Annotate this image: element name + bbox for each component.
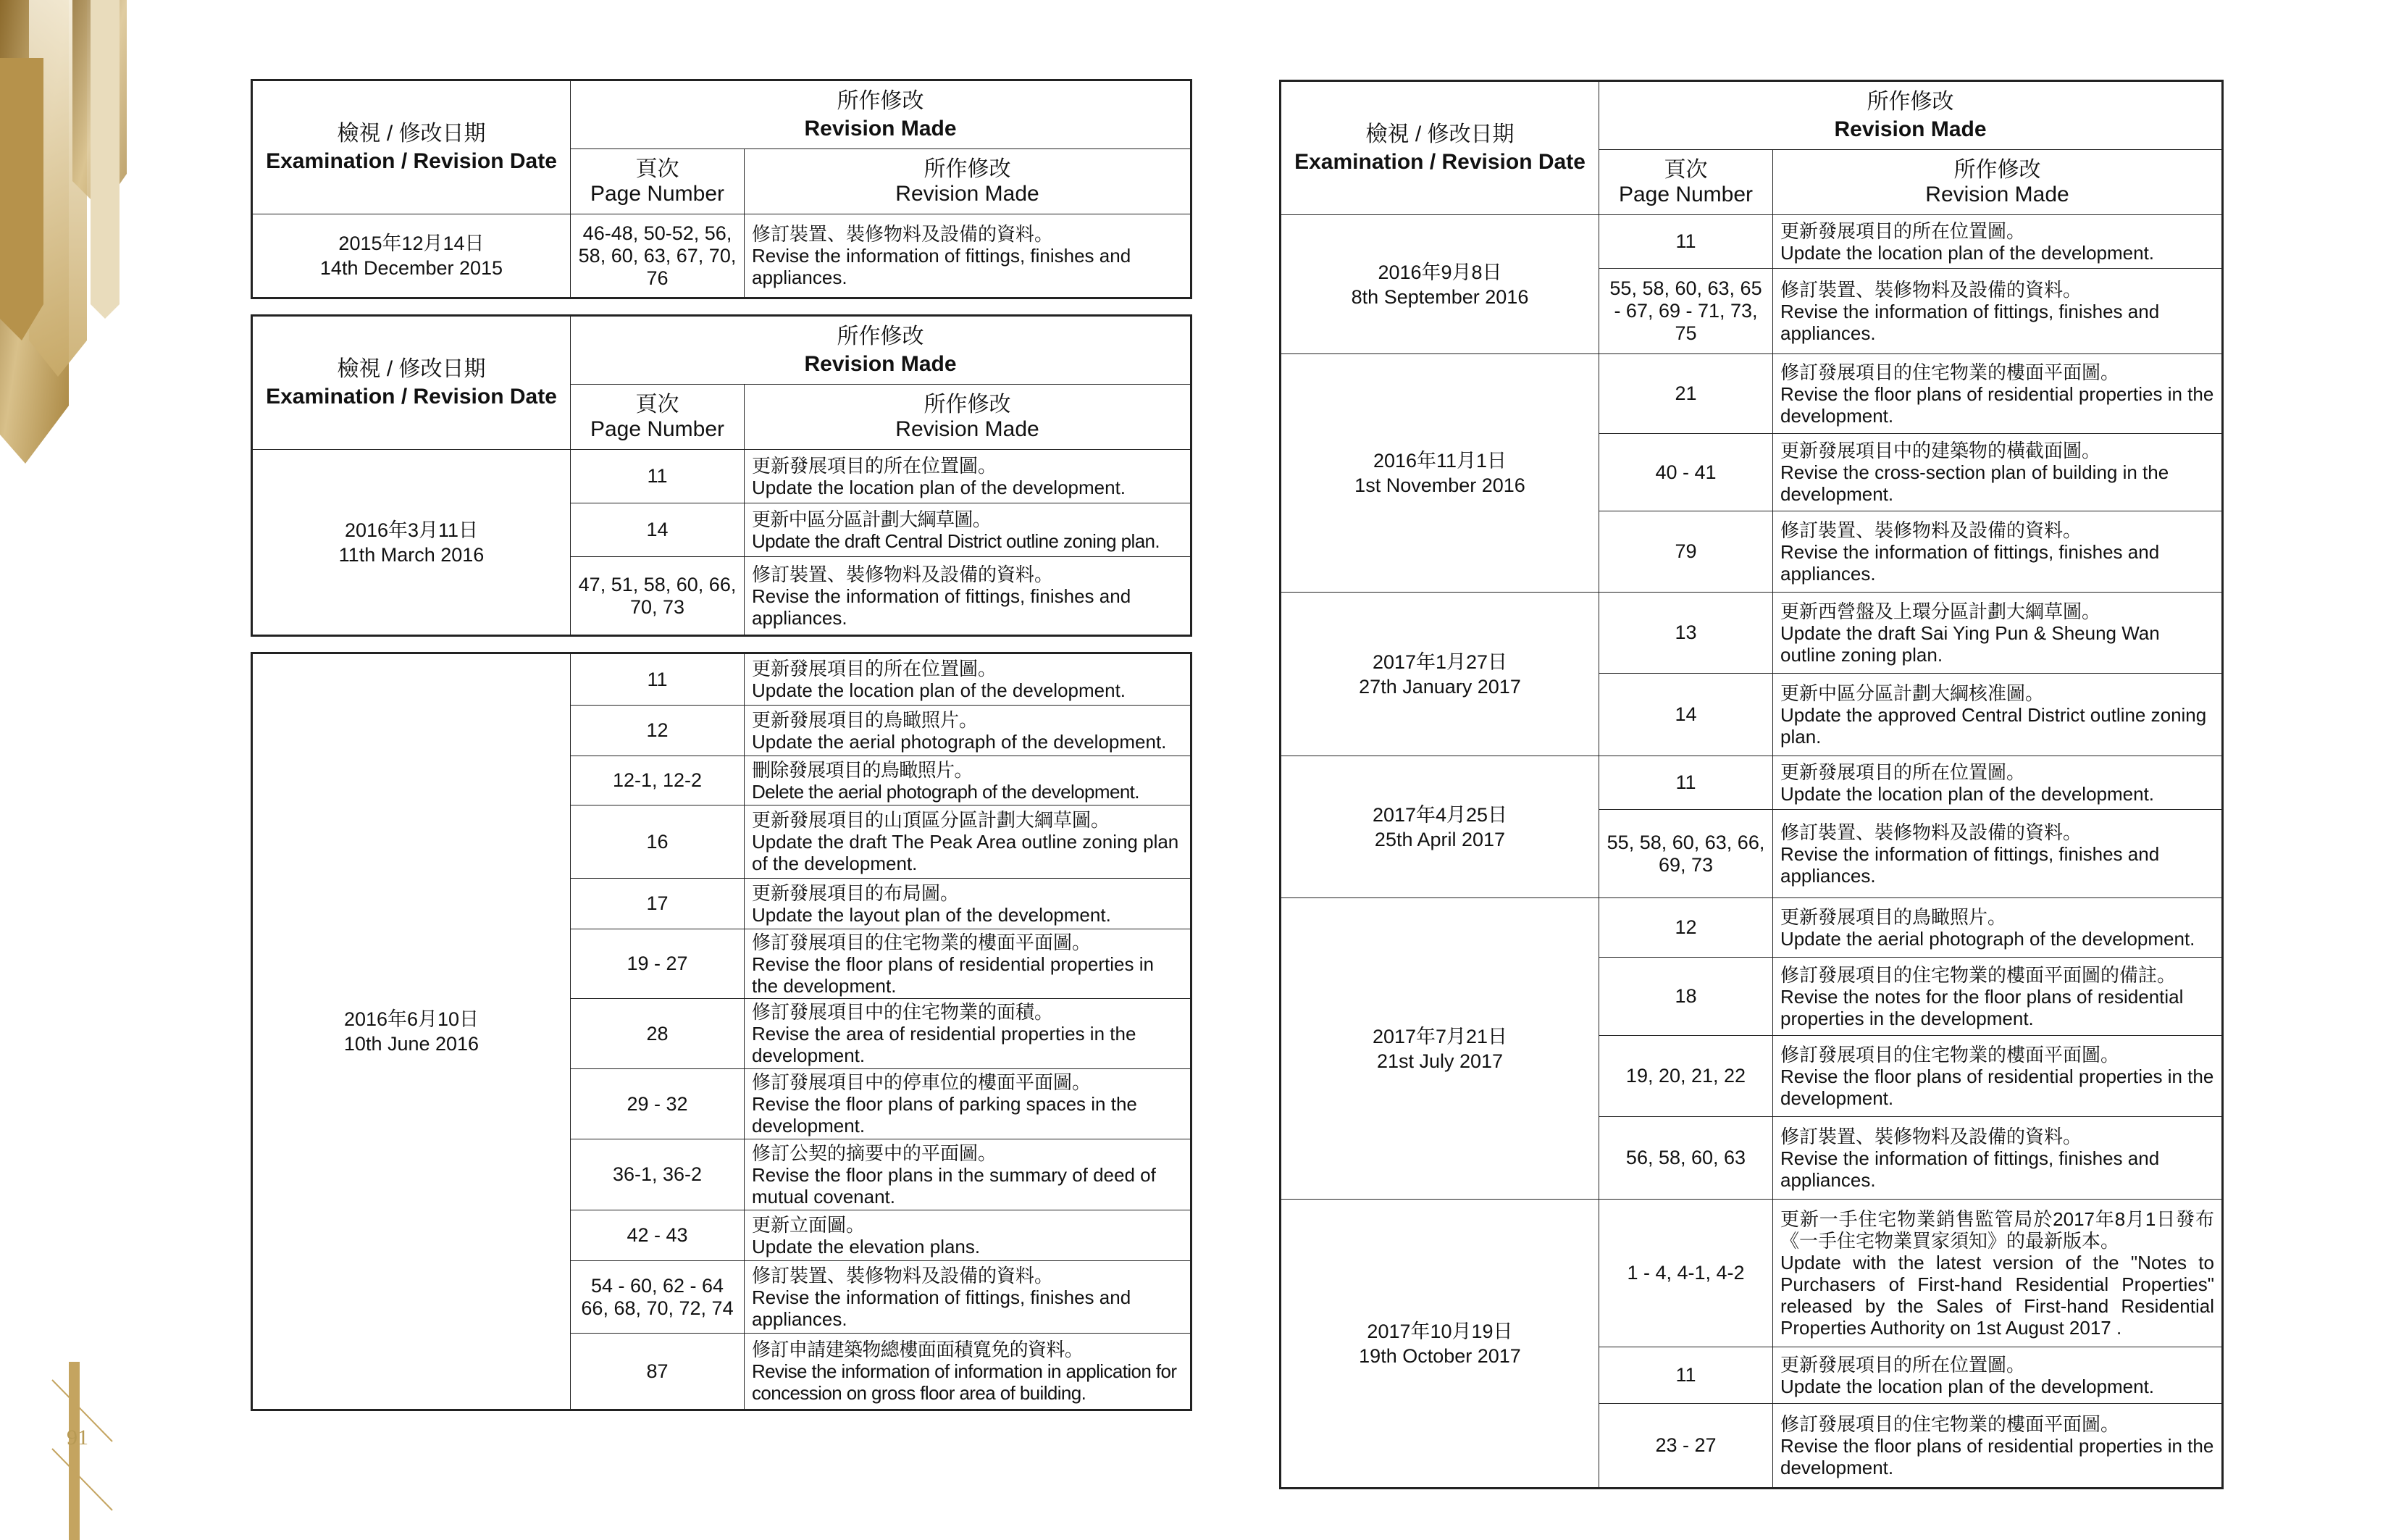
- revision-description: 修訂裝置、裝修物料及設備的資料。 Revise the information of fittings, finishes and appliances.: [745, 557, 1191, 636]
- revision-description: 修訂發展項目的住宅物業的樓面平面圖。 Revise the floor plans of residential properties in the development.: [745, 929, 1191, 999]
- page-numbers: 19 - 27: [571, 929, 745, 999]
- page-numbers: 54 - 60, 62 - 64 66, 68, 70, 72, 74: [571, 1261, 745, 1334]
- revision-description: 修訂申請建築物總樓面面積寬免的資料。 Revise the information of information in application for concession on gross floor area of building.: [745, 1334, 1191, 1410]
- revision-description: 修訂發展項目的住宅物業的樓面平面圖。 Revise the floor plans of residential properties in the development.: [1773, 354, 2223, 434]
- revision-date: 2017年10月19日 19th October 2017: [1281, 1200, 1599, 1489]
- revision-description: 修訂發展項目的住宅物業的樓面平面圖。 Revise the floor plans of residential properties in the development.: [1773, 1404, 2223, 1489]
- revision-table-2: [251, 314, 1192, 637]
- table-row: [1281, 756, 2223, 810]
- revision-table-1: [251, 79, 1192, 299]
- table-header-row: [1281, 81, 2223, 150]
- revision-date: 2017年1月27日 27th January 2017: [1281, 593, 1599, 756]
- revision-description: 更新發展項目中的建築物的橫截面圖。 Revise the cross-section plan of building in the development.: [1773, 434, 2223, 511]
- page-numbers: 28: [571, 999, 745, 1069]
- revision-description: 修訂裝置、裝修物料及設備的資料。 Revise the information of fittings, finishes and appliances.: [745, 1261, 1191, 1334]
- page-numbers: 17: [571, 879, 745, 929]
- page-numbers: 42 - 43: [571, 1210, 745, 1261]
- page-numbers: 13: [1599, 593, 1773, 674]
- revision-column-header: 所作修改 Revision Made: [1599, 81, 2223, 150]
- table-row: [252, 214, 1191, 298]
- revision-date: 2016年9月8日 8th September 2016: [1281, 215, 1599, 354]
- page-numbers: 12: [571, 706, 745, 756]
- page-numbers: 12: [1599, 898, 1773, 958]
- revision-description: 修訂裝置、裝修物料及設備的資料。 Revise the information of fittings, finishes and appliances.: [745, 214, 1191, 298]
- revision-date: 2015年12月14日 14th December 2015: [252, 214, 571, 298]
- table-row: [1281, 898, 2223, 958]
- table-header-row: [252, 80, 1191, 149]
- revision-table-4: [1279, 80, 2224, 1489]
- revision-description: 更新發展項目的所在位置圖。 Update the location plan of the development.: [1773, 1347, 2223, 1404]
- page-numbers: 1 - 4, 4-1, 4-2: [1599, 1200, 1773, 1347]
- revision-description: 更新中區分區計劃大綱草圖。 Update the draft Central District outline zoning plan.: [745, 503, 1191, 557]
- page-numbers: 36-1, 36-2: [571, 1139, 745, 1210]
- page-number-header: 頁次 Page Number: [571, 149, 745, 214]
- revision-description: 修訂裝置、裝修物料及設備的資料。 Revise the information of fittings, finishes and appliances.: [1773, 1117, 2223, 1200]
- date-column-header: 檢視 / 修改日期 Examination / Revision Date: [252, 316, 571, 450]
- page-numbers: 19, 20, 21, 22: [1599, 1036, 1773, 1117]
- page-numbers: 16: [571, 805, 745, 879]
- revision-date: 2016年11月1日 1st November 2016: [1281, 354, 1599, 593]
- revision-description: 更新一手住宅物業銷售監管局於2017年8月1日發布《一手住宅物業買家須知》的最新版本。 Update with the latest version of the "Notes to Purchasers of First-hand Residential Properties" released by the Sales of First-hand Residential Properties Authority on 1st August 2017 .: [1773, 1200, 2223, 1347]
- revision-description: 修訂發展項目中的住宅物業的面積。 Revise the area of residential properties in the development.: [745, 999, 1191, 1069]
- gold-ribbon-decoration: [0, 0, 130, 1540]
- revision-description: 修訂裝置、裝修物料及設備的資料。 Revise the information of fittings, finishes and appliances.: [1773, 269, 2223, 354]
- description-header: 所作修改 Revision Made: [745, 149, 1191, 214]
- description-header: 所作修改 Revision Made: [1773, 150, 2223, 215]
- page-numbers: 55, 58, 60, 63, 66, 69, 73: [1599, 810, 1773, 898]
- revision-description: 修訂裝置、裝修物料及設備的資料。 Revise the information of fittings, finishes and appliances.: [1773, 810, 2223, 898]
- revision-date: 2016年6月10日 10th June 2016: [252, 653, 571, 1410]
- revision-description: 更新發展項目的所在位置圖。 Update the location plan of the development.: [745, 653, 1191, 706]
- page-numbers: 18: [1599, 958, 1773, 1036]
- table-row: [252, 450, 1191, 503]
- table-row: [1281, 354, 2223, 434]
- revision-description: 更新發展項目的山頂區分區計劃大綱草圖。 Update the draft The Peak Area outline zoning plan of the development.: [745, 805, 1191, 879]
- revision-table-3: [251, 652, 1192, 1411]
- page-numbers: 11: [1599, 756, 1773, 810]
- page-number-header: 頁次 Page Number: [571, 385, 745, 450]
- page-number-header: 頁次 Page Number: [1599, 150, 1773, 215]
- revision-description: 更新發展項目的鳥瞰照片。 Update the aerial photograph of the development.: [1773, 898, 2223, 958]
- table-row: [1281, 215, 2223, 269]
- date-column-header: 檢視 / 修改日期 Examination / Revision Date: [252, 80, 571, 214]
- revision-date: 2016年3月11日 11th March 2016: [252, 450, 571, 636]
- revision-column-header: 所作修改 Revision Made: [571, 80, 1191, 149]
- page-numbers: 47, 51, 58, 60, 66, 70, 73: [571, 557, 745, 636]
- page-numbers: 14: [571, 503, 745, 557]
- page-numbers: 14: [1599, 674, 1773, 756]
- page-numbers: 11: [1599, 1347, 1773, 1404]
- revision-description: 修訂發展項目的住宅物業的樓面平面圖的備註。 Revise the notes for the floor plans of residential properties in the development.: [1773, 958, 2223, 1036]
- page-numbers: 79: [1599, 511, 1773, 593]
- revision-description: 修訂發展項目中的停車位的樓面平面圖。 Revise the floor plans of parking spaces in the development.: [745, 1069, 1191, 1139]
- revision-date: 2017年7月21日 21st July 2017: [1281, 898, 1599, 1200]
- revision-description: 更新發展項目的鳥瞰照片。 Update the aerial photograph of the development.: [745, 706, 1191, 756]
- revision-description: 刪除發展項目的鳥瞰照片。 Delete the aerial photograph of the development.: [745, 756, 1191, 805]
- page-number: 91: [67, 1426, 88, 1449]
- page-numbers: 40 - 41: [1599, 434, 1773, 511]
- page-numbers: 11: [1599, 215, 1773, 269]
- page-numbers: 46-48, 50-52, 56, 58, 60, 63, 67, 70, 76: [571, 214, 745, 298]
- revision-description: 更新發展項目的所在位置圖。 Update the location plan of the development.: [745, 450, 1191, 503]
- revision-description: 修訂公契的摘要中的平面圖。 Revise the floor plans in the summary of deed of mutual covenant.: [745, 1139, 1191, 1210]
- revision-description: 更新發展項目的布局圖。 Update the layout plan of the development.: [745, 879, 1191, 929]
- revision-description: 更新西營盤及上環分區計劃大綱草圖。 Update the draft Sai Ying Pun & Sheung Wan outline zoning plan.: [1773, 593, 2223, 674]
- page-numbers: 11: [571, 450, 745, 503]
- revision-description: 更新發展項目的所在位置圖。 Update the location plan of the development.: [1773, 215, 2223, 269]
- page-numbers: 29 - 32: [571, 1069, 745, 1139]
- page-numbers: 23 - 27: [1599, 1404, 1773, 1489]
- revision-description: 更新立面圖。 Update the elevation plans.: [745, 1210, 1191, 1261]
- table-header-row: [252, 316, 1191, 385]
- table-row: [1281, 1200, 2223, 1347]
- revision-column-header: 所作修改 Revision Made: [571, 316, 1191, 385]
- table-row: [252, 653, 1191, 706]
- table-row: [1281, 593, 2223, 674]
- revision-description: 修訂裝置、裝修物料及設備的資料。 Revise the information of fittings, finishes and appliances.: [1773, 511, 2223, 593]
- page-numbers: 11: [571, 653, 745, 706]
- page-numbers: 87: [571, 1334, 745, 1410]
- description-header: 所作修改 Revision Made: [745, 385, 1191, 450]
- page-numbers: 21: [1599, 354, 1773, 434]
- revision-description: 更新中區分區計劃大綱核准圖。 Update the approved Central District outline zoning plan.: [1773, 674, 2223, 756]
- page-numbers: 56, 58, 60, 63: [1599, 1117, 1773, 1200]
- revision-date: 2017年4月25日 25th April 2017: [1281, 756, 1599, 898]
- revision-description: 修訂發展項目的住宅物業的樓面平面圖。 Revise the floor plans of residential properties in the development.: [1773, 1036, 2223, 1117]
- revision-description: 更新發展項目的所在位置圖。 Update the location plan of the development.: [1773, 756, 2223, 810]
- page-numbers: 12-1, 12-2: [571, 756, 745, 805]
- date-column-header: 檢視 / 修改日期 Examination / Revision Date: [1281, 81, 1599, 215]
- page-numbers: 55, 58, 60, 63, 65 - 67, 69 - 71, 73, 75: [1599, 269, 1773, 354]
